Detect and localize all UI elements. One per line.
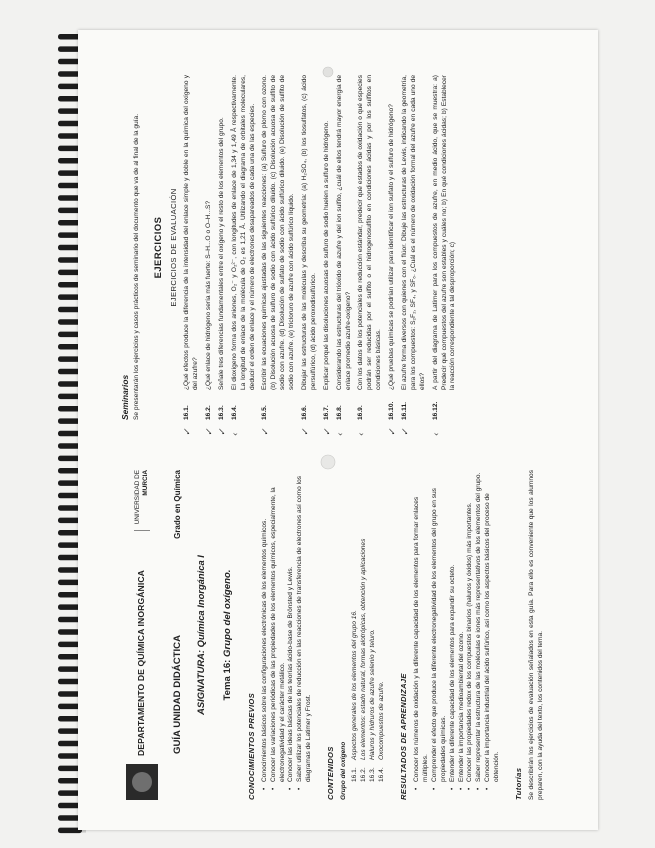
arrow-mark-icon: ‹ (357, 432, 368, 436)
university-logo (126, 764, 158, 800)
university-line1: UNIVERSIDAD DE (134, 470, 142, 525)
binding-hole (82, 830, 86, 833)
contents-subheading: Grupo del oxígeno (340, 741, 348, 800)
seminars-intro: Se presentarán los ejercicios y casos prácticos de seminario del documento que va de al final de la guía. (133, 113, 141, 420)
university-line2: MURCIA (142, 470, 149, 496)
evaluation-heading: EJERCICIOS DE EVALUACIÓN (168, 188, 178, 307)
document-header (120, 470, 164, 800)
arrow-mark-icon: ‹ (335, 432, 346, 436)
list-item: • Saber representar la estructura de las moléculas e iones más representativos de los elementos del grupo. (475, 470, 484, 790)
learning-outcomes-heading: RESULTADOS DE APRENDIZAJE (398, 673, 408, 800)
exercise-item: ✓ 16.5. Escribir las ecuaciones químicas ajustadas de las siguientes reacciones: (a) Sulfuro de plomo con ozono. (b) Disolución acuosa de sulfuro de sodio con ácido sulfúrico diluido. (c) Disolución acuosa de sulfito de sodio con azufre. (d) Disolución de sulfato de sodio con ácido sulfúrico diluido. (e) Disolución de sulfito de sodio con azufre. (e) tricloruro de azufre con ácido sulfúrico líquido. (261, 75, 296, 436)
check-mark-icon: ✓ (388, 428, 399, 436)
university-name (134, 470, 149, 531)
exercise-item: ✓ 16.1. ¿Qué efectos produce la diferencia de la intensidad del enlace simple y doble en la química del oxígeno y del azufre? (183, 75, 200, 436)
exercise-item: ‹ 16.12. A partir del diagrama de Latimer para los compuestos de azufre, en medio ácido, que se muestra: a) Predecir qué compuestos del azufre son estables y cuáles no; b) En qué condiciones ácidas; b) Establecer la reacción correspondiente a tal desproporción; c) (431, 75, 457, 436)
exercise-item: ✓ 16.10. ¿Qué pruebas químicas se podrían utilizar para identificar el ion sulfato y el sulfuro de hidrógeno? (388, 104, 399, 436)
rotated-document-content (120, 60, 590, 820)
guide-row (172, 470, 185, 754)
topic-name: Grupo del oxígeno. (221, 569, 233, 657)
exercise-item: ✓ 16.6. Dibujar las estructuras de las moléculas y describa su geometría: (a) H₂SO₄, (b) los tiosulfatos, (c) ácido persulfúrico, (d) ácido peroxodisulfúrico. (300, 75, 317, 436)
tutorials-heading: Tutorías (514, 767, 524, 800)
list-item: • Conocimientos básicos sobre las configuraciones electrónicas de los elementos químicos. (261, 470, 270, 790)
check-mark-icon: ✓ (217, 428, 228, 436)
subject-title: ASIGNATURA: Química Inorgánica I (194, 555, 206, 715)
list-item: • Conocer las propiedades redox de los compuestos binarios (haluros y óxidos) más importantes. (466, 470, 475, 790)
exercise-list (183, 75, 458, 436)
check-mark-icon: ✓ (300, 428, 311, 436)
list-item: 16.4.Oxocompuestos de azufre. (377, 681, 385, 782)
list-item: • Entender la importancia medioambiental del ozono. (458, 470, 467, 790)
check-mark-icon: ✓ (261, 428, 272, 436)
list-item: • Saber utilizar los potenciales de reducción en las reacciones de transferencia de electrones así como los diagramas de Latimer y Frost. (296, 470, 314, 790)
exercise-item: ✓ 16.2. ¿Qué enlace de hidrógeno sería más fuerte: S–H...O o O–H...S? (204, 200, 215, 436)
exercise-item: ✓ 16.11. El azufre forma diversos con quienes con el flúor. Dibuje las estructuras de Lewis, indicando la geometría, para los compuestos: S₂F₂, SF₄, y SF₆. ¿Cuál es el número de oxidación formal del azufre en cada uno de ellos? (400, 75, 426, 436)
prior-knowledge-list (261, 470, 314, 800)
topic-title (222, 470, 235, 800)
exercise-item: ‹ 16.9. Con los datos de los potenciales de reducción estándar, predecir qué estados de oxidación o qué especies podrán ser reducidas por el sulfito o el hidrogenosulfito en condiciones ácidas y por los sulfitos en condiciones básicas. (357, 75, 383, 436)
list-item: • Conocer las variaciones periódicas de las propiedades de los elementos químicos, especialmente, la electronegatividad y el carácter metálico. (270, 470, 288, 790)
list-item: • Comprender el efecto que produce la diferente electronegatividad de los elementos del grupo en sus propiedades químicas. (431, 470, 449, 790)
list-item: • Entender la diferente capacidad de los elementos para expandir su octeto. (449, 470, 458, 790)
list-item: 16.2.Los elementos: estado natural, formas alotrópicas, obtención y aplicaciones (360, 538, 368, 782)
contents-heading: CONTENIDOS (326, 746, 336, 800)
list-item: • Conocer la importancia industrial del ácido sulfúrico, así como los aspectos básicos del proceso de obtención. (484, 470, 502, 790)
contents-list (351, 470, 387, 800)
exercise-item: ✓ 16.3. Señale tres diferencias fundamentales entre el oxígeno y el resto de los elementos del grupo. (217, 117, 228, 436)
arrow-mark-icon: ‹ (431, 432, 442, 436)
exercise-item: ‹ 16.4. El dioxígeno forma dos aniones, O₂⁻ y O₂²⁻, con longitudes de enlace de 1,34 y 1,49 Å respectivamente. La longitud de enlace de la molécula de O₂ es 1,21 Å. Utilizando el diagrama de orbitales moleculares, deducir el orden de enlace y el número de electrones desapareados de cada una de las especies. (230, 75, 256, 436)
exercises-heading: EJERCICIOS (152, 216, 164, 279)
learning-outcomes-list (413, 470, 502, 800)
list-item: • Conocer los números de oxidación y la diferente capacidad de los elementos para formar enlaces múltiples. (413, 470, 431, 790)
list-item: • Conocer las ideas básicas de las teorías ácido-base de Brönsted y Lewis. (287, 470, 296, 790)
exercise-item: ‹ 16.8. Considerando las estructuras del trióxido de azufre y del ion sulfito, ¿cuál de ellos tendrá mayor energía de enlace promedio azufre-oxígeno? (335, 75, 352, 436)
spiral-binding (0, 0, 90, 848)
check-mark-icon: ✓ (183, 428, 194, 436)
arrow-mark-icon: ‹ (230, 432, 241, 436)
list-item: 16.3.Haluros y hidruros de azufre selenio y teluro. (369, 629, 377, 782)
exercise-item: ✓ 16.7. Explicar porqué las disoluciones acuosas de sulfuro de sodio huelen a sulfuro de hidrógeno. (322, 120, 333, 436)
list-item: 16.1.Aspectos generales de los elementos del grupo 16. (351, 610, 359, 782)
prior-knowledge-heading: CONOCIMIENTOS PREVIOS (246, 692, 256, 800)
check-mark-icon: ✓ (400, 428, 411, 436)
department-name: DEPARTAMENTO DE QUÍMICA INORGÁNICA (136, 570, 147, 756)
check-mark-icon: ✓ (204, 428, 215, 436)
guide-title: GUÍA UNIDAD DIDÁCTICA (172, 634, 183, 754)
left-column (120, 470, 546, 800)
tutorials-text: Se describirán los ejercicios de evaluación señalados en esta guía. Para ello es conveniente que los alumnos preparen, con la ayuda del texto, los contenidos del tema. (528, 470, 545, 800)
topic-label: Tema 16: (221, 659, 233, 701)
seminars-heading: Seminarios (120, 374, 130, 420)
degree-name: Grado en Química (173, 470, 182, 539)
right-column (120, 75, 462, 436)
check-mark-icon: ✓ (322, 428, 333, 436)
